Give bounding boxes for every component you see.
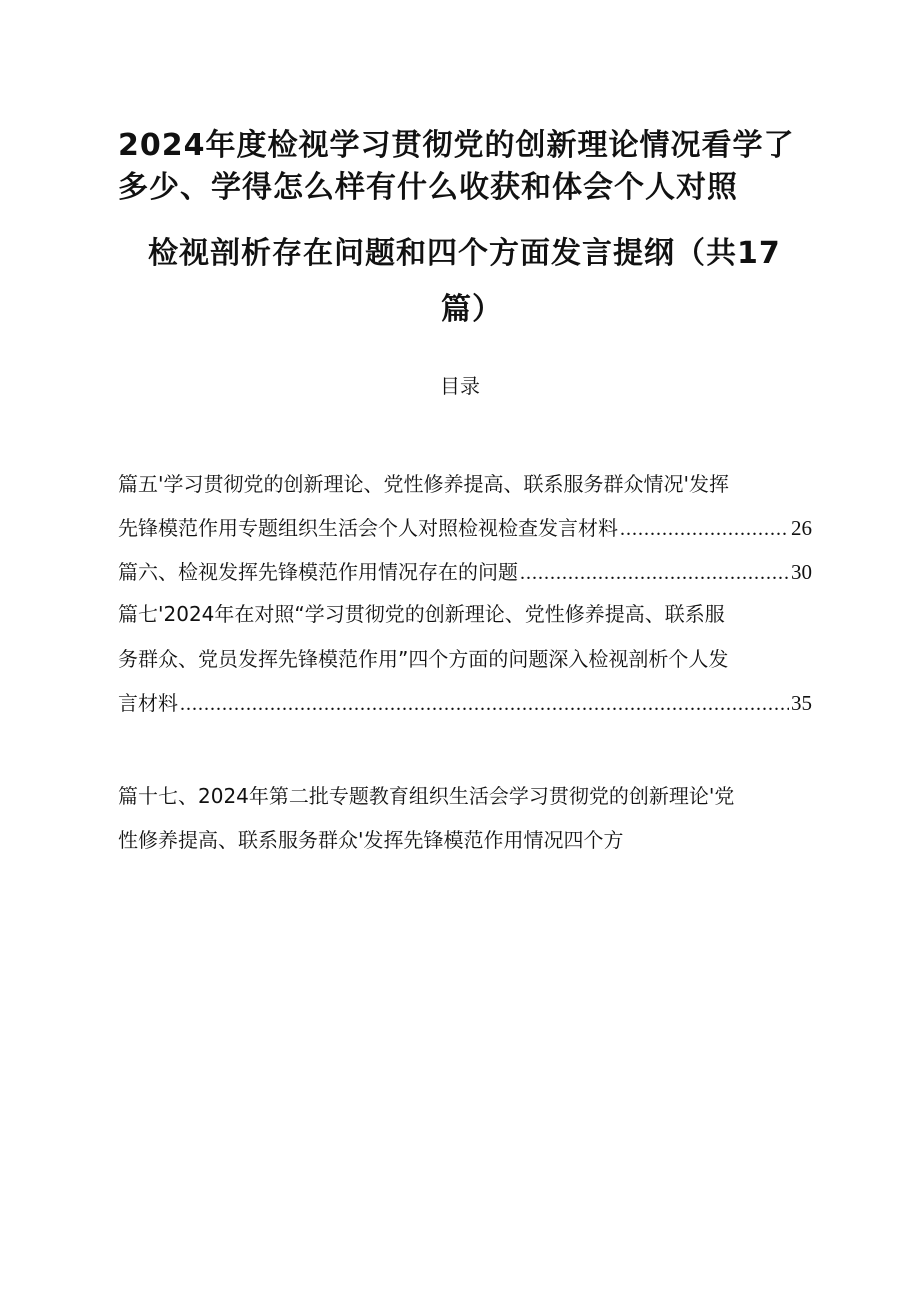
toc-entry-text: 先锋模范作用专题组织生活会个人对照检视检查发言材料 xyxy=(118,518,618,539)
toc-heading: 目录 xyxy=(440,374,480,398)
toc-entry-text: 言材料 xyxy=(118,693,178,714)
toc-leader-dots xyxy=(180,694,789,714)
body-paragraph-line-1: 篇十七、2024年第二批专题教育组织生活会学习贯彻党的创新理论'党 xyxy=(118,786,735,806)
toc-entry-text: 务群众、党员发挥先锋模范作用”四个方面的问题深入检视剖析个人发 xyxy=(118,649,729,669)
toc-entry-text: 篇七'2024年在对照“学习贯彻党的创新理论、党性修养提高、联系服 xyxy=(118,604,725,624)
body-paragraph-line-2: 性修养提高、联系服务群众'发挥先锋模范作用情况四个方 xyxy=(118,830,624,850)
document-title-line-3: 检视剖析存在问题和四个方面发言提纲（共17 xyxy=(148,236,781,271)
document-title-line-1: 2024年度检视学习贯彻党的创新理论情况看学了 xyxy=(118,128,795,163)
toc-entry-2[interactable] xyxy=(118,562,812,583)
document-title-line-2: 多少、学得怎么样有什么收获和体会个人对照 xyxy=(118,170,738,205)
toc-leader-dots xyxy=(520,563,789,583)
toc-entry-3-line-3[interactable] xyxy=(118,693,812,714)
toc-entry-3-line-1[interactable] xyxy=(118,604,812,624)
toc-entry-3-line-2[interactable] xyxy=(118,649,812,669)
toc-page-number: 35 xyxy=(791,693,812,714)
toc-entry-1-line-1[interactable] xyxy=(118,474,812,494)
toc-entry-1-line-2[interactable] xyxy=(118,518,812,539)
toc-leader-dots xyxy=(620,519,789,539)
toc-page-number: 26 xyxy=(791,518,812,539)
toc-entry-text: 篇六、检视发挥先锋模范作用情况存在的问题 xyxy=(118,562,518,583)
toc-entry-text: 篇五'学习贯彻党的创新理论、党性修养提高、联系服务群众情况'发挥 xyxy=(118,474,729,494)
toc-page-number: 30 xyxy=(791,562,812,583)
document-title-line-4: 篇） xyxy=(441,292,503,327)
